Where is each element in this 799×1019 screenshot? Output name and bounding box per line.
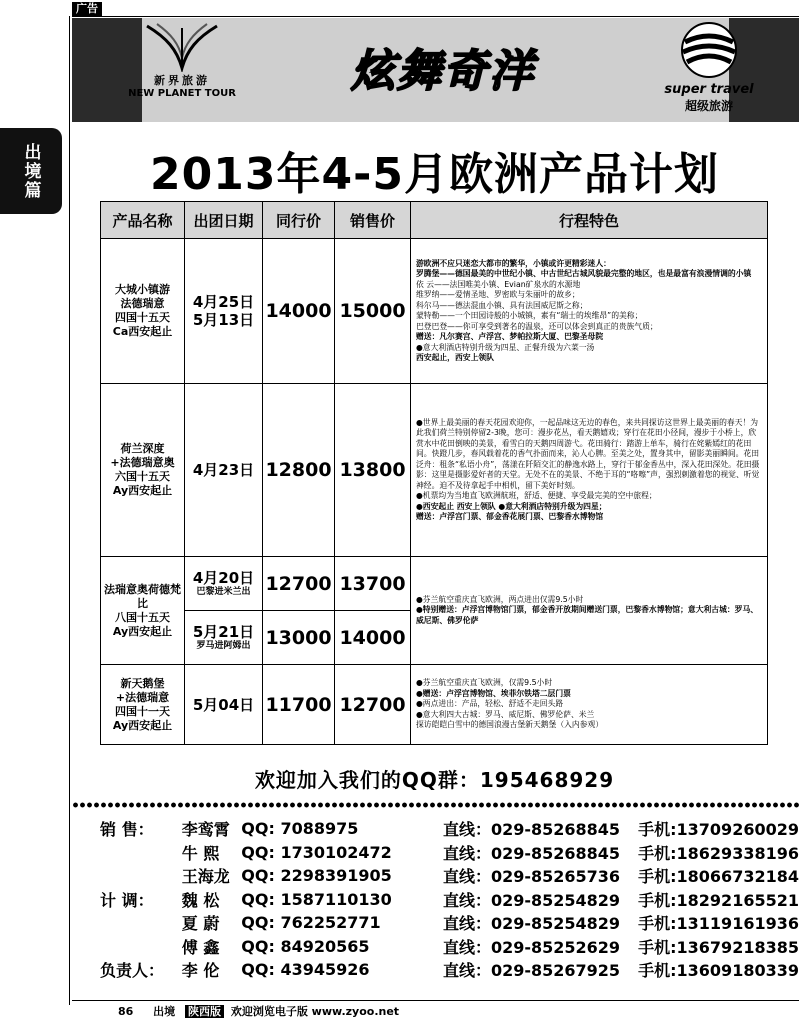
ad-tag: 广告: [72, 2, 102, 16]
contact-phone: 直线：029-85268845: [442, 843, 621, 863]
dotted-divider: [72, 802, 799, 808]
table-row: [101, 557, 768, 611]
super-travel-en: super travel: [664, 82, 754, 97]
new-planet-logo-icon: [137, 20, 227, 72]
itinerary-features: ●芬兰航空重庆直飞欧洲，仅需9.5小时 ●赠送：卢浮宫博物馆、埃菲尔铁塔二层门票 ●两点进出：产品，轻松、舒适不走回头路 ●意大利四大古城：罗马、威尼斯、佛罗伦萨、米兰 探访皑皑白雪中的德国浪漫古堡新天鹅堡（入内参观）: [411, 665, 768, 745]
peer-price: 12700: [263, 557, 335, 611]
contact-role: 销 售：: [100, 820, 154, 840]
contact-row: [100, 911, 799, 935]
contact-name: 王海龙: [181, 867, 230, 887]
new-planet-logo: [122, 20, 242, 120]
sale-price: 13800: [335, 384, 411, 557]
header-itinerary-features: 行程特色: [411, 202, 768, 239]
contact-phone: 直线：029-85254829: [442, 890, 621, 910]
footer-publication: 陕西版: [185, 1005, 224, 1018]
page-title: 2013年4-5月欧洲产品计划: [150, 149, 719, 200]
peer-price: 11700: [263, 665, 335, 745]
contact-mobile: 手机:18066732184: [638, 867, 799, 887]
contact-row: [100, 935, 799, 959]
contact-mobile: 手机:13609180339: [638, 961, 799, 981]
top-rule: [72, 16, 799, 17]
contact-row: [100, 888, 799, 912]
contact-name: 傅 鑫: [181, 937, 220, 957]
section-tab: [0, 128, 62, 214]
table-row: [101, 239, 768, 384]
table-header-row: [101, 202, 768, 239]
page-number: 86: [118, 1005, 134, 1018]
contact-mobile: 手机:13119161936: [638, 914, 799, 934]
contact-qq: QQ: 7088975: [241, 819, 359, 839]
departure-date: 5月21日 罗马进阿姆出: [185, 611, 263, 665]
table-row: [101, 665, 768, 745]
contact-qq: QQ: 84920565: [241, 936, 370, 956]
contact-list: [100, 817, 799, 982]
sale-price: 13700: [335, 557, 411, 611]
footer-slogan[interactable]: 欢迎浏览电子版 www.zyoo.net: [230, 1005, 400, 1018]
contact-phone: 直线：029-85265736: [442, 867, 621, 887]
product-name: 法瑞意奥荷德梵比 八国十五天 Ay西安起止: [101, 557, 185, 665]
sale-price: 14000: [335, 611, 411, 665]
contact-name: 夏 蔚: [181, 914, 220, 934]
contact-mobile: 手机:13679218385: [638, 937, 799, 957]
contact-mobile: 手机:18629338196: [638, 843, 799, 863]
header-departure-date: 出团日期: [185, 202, 263, 239]
header-sale-price: 销售价: [335, 202, 411, 239]
contact-qq: QQ: 1730102472: [241, 842, 392, 862]
contact-qq: QQ: 43945926: [241, 960, 370, 980]
contact-phone: 直线：029-85254829: [442, 914, 621, 934]
qq-group-line: 欢迎加入我们的QQ群：195468929: [254, 768, 615, 792]
contact-mobile: 手机:18292165521: [638, 890, 799, 910]
contact-qq: QQ: 2298391905: [241, 866, 392, 886]
itinerary-features: 游欧洲不应只迷恋大都市的繁华，小镇或许更精彩迷人： 罗腾堡——德国最美的中世纪小镇、中古世纪古城风貌最完整的地区，也是最富有浪漫情调的小镇 依 云——法国唯美小镇、Evian矿泉水的水源地 维罗纳——爱情圣地、罗密欧与朱丽叶的故乡； 科尔马——德法混血小镇、具有法国威尼斯之称； 蒙特勒——一个田园诗般的小城镇，素有“瑞士的埃维昂”的美称； 巴登巴登——你可享受到著名的温泉，还可以体会到真正的贵族气质； 赠送：凡尔赛宫、卢浮宫、梦帕拉斯大厦、巴黎圣母院 ●意大利酒店特别升级为四星、正餐升级为六菜一汤 西安起止，西安上领队: [411, 239, 768, 384]
peer-price: 14000: [263, 239, 335, 384]
contact-row: [100, 864, 799, 888]
peer-price: 12800: [263, 384, 335, 557]
section-tab-label: 出境篇: [20, 142, 41, 200]
contact-name: 魏 松: [181, 890, 220, 910]
product-table: [100, 201, 768, 745]
new-planet-cn: 新界旅游: [154, 74, 210, 87]
product-name: 大城小镇游 法德瑞意 四国十五天 Ca西安起止: [101, 239, 185, 384]
contact-row: [100, 841, 799, 865]
sale-price: 12700: [335, 665, 411, 745]
super-travel-cn: 超级旅游: [684, 99, 733, 113]
contact-name: 牛 熙: [181, 843, 220, 863]
contact-name: 李鸾霄: [181, 820, 230, 840]
peer-price: 13000: [263, 611, 335, 665]
itinerary-features: ●世界上最美丽的春天花园欢迎你，一起品味这无边的春色，来共同探访这世界上最美丽的春天！为此我们荷兰特别停留2-3晚，您可：漫步花丛，看天鹅嬉戏；穿行在花田小径间，漫步于小桥上，欣赏水中花田倒映的美景，看雪白的天鹅四周游弋。花田骑行：踏游上单车，骑行在姹紫嫣红的花田间。快蹬几步，春风载着花的香气扑面而来，沁人心脾。至美之处，置身其中，留影美丽瞬间。花田泛舟：租条“私语小舟”，荡漾在阡陌交汇的静逸水路上，穿行于郁金香丛中，深入花田深处。花田摄影：这里是摄影爱好者的天堂。无处不在的美景、不绝于耳的“咯嚓”声，强烈刺激着您的视觉、听觉神经。迫不及待拿起手中相机，留下美好时刻。 ●机票均为当地直飞欧洲航班，舒适、便捷、享受最完美的空中旅程； ●西安起止 西安上领队 ●意大利酒店特别升级为四星； 赠送：卢浮宫门票、郁金香花展门票、巴黎香水博物馆: [411, 384, 768, 557]
departure-date: 4月23日: [185, 384, 263, 557]
contact-phone: 直线：029-85252629: [442, 937, 621, 957]
header-product-name: 产品名称: [101, 202, 185, 239]
footer-rule: [72, 1000, 799, 1001]
brand-title: 炫舞奇洋: [351, 46, 535, 97]
new-planet-en: NEW PLANET TOUR: [128, 88, 236, 99]
sale-price: 15000: [335, 239, 411, 384]
contact-phone: 直线：029-85267925: [442, 961, 621, 981]
departure-date: 4月20日 巴黎进米兰出: [185, 557, 263, 611]
contact-name: 李 伦: [181, 961, 220, 981]
contact-qq: QQ: 762252771: [241, 913, 381, 933]
contact-qq: QQ: 1587110130: [241, 889, 392, 909]
table-row: [101, 384, 768, 557]
contact-row: [100, 817, 799, 841]
departure-date: 4月25日 5月13日: [185, 239, 263, 384]
product-name: 新天鹅堡 +法德瑞意 四国十一天 Ay西安起止: [101, 665, 185, 745]
itinerary-features: ●芬兰航空重庆直飞欧洲，两点进出仅需9.5小时 ●特别赠送：卢浮宫博物馆门票，郁金香开放期间赠送门票，巴黎香水博物馆；意大利古城：罗马、威尼斯、佛罗伦萨: [411, 557, 768, 665]
contact-role: 计 调：: [100, 890, 154, 910]
footer-section: 出境: [153, 1005, 176, 1018]
super-travel-logo: [654, 20, 764, 120]
departure-date: 5月04日: [185, 665, 263, 745]
contact-row: [100, 958, 799, 982]
contact-phone: 直线：029-85268845: [442, 820, 621, 840]
contact-mobile: 手机:13709260029: [638, 820, 799, 840]
contact-role: 负责人：: [100, 961, 165, 981]
header-peer-price: 同行价: [263, 202, 335, 239]
product-name: 荷兰深度 +法德瑞意奥 六国十五天 Ay西安起止: [101, 384, 185, 557]
super-travel-logo-icon: [679, 20, 739, 80]
